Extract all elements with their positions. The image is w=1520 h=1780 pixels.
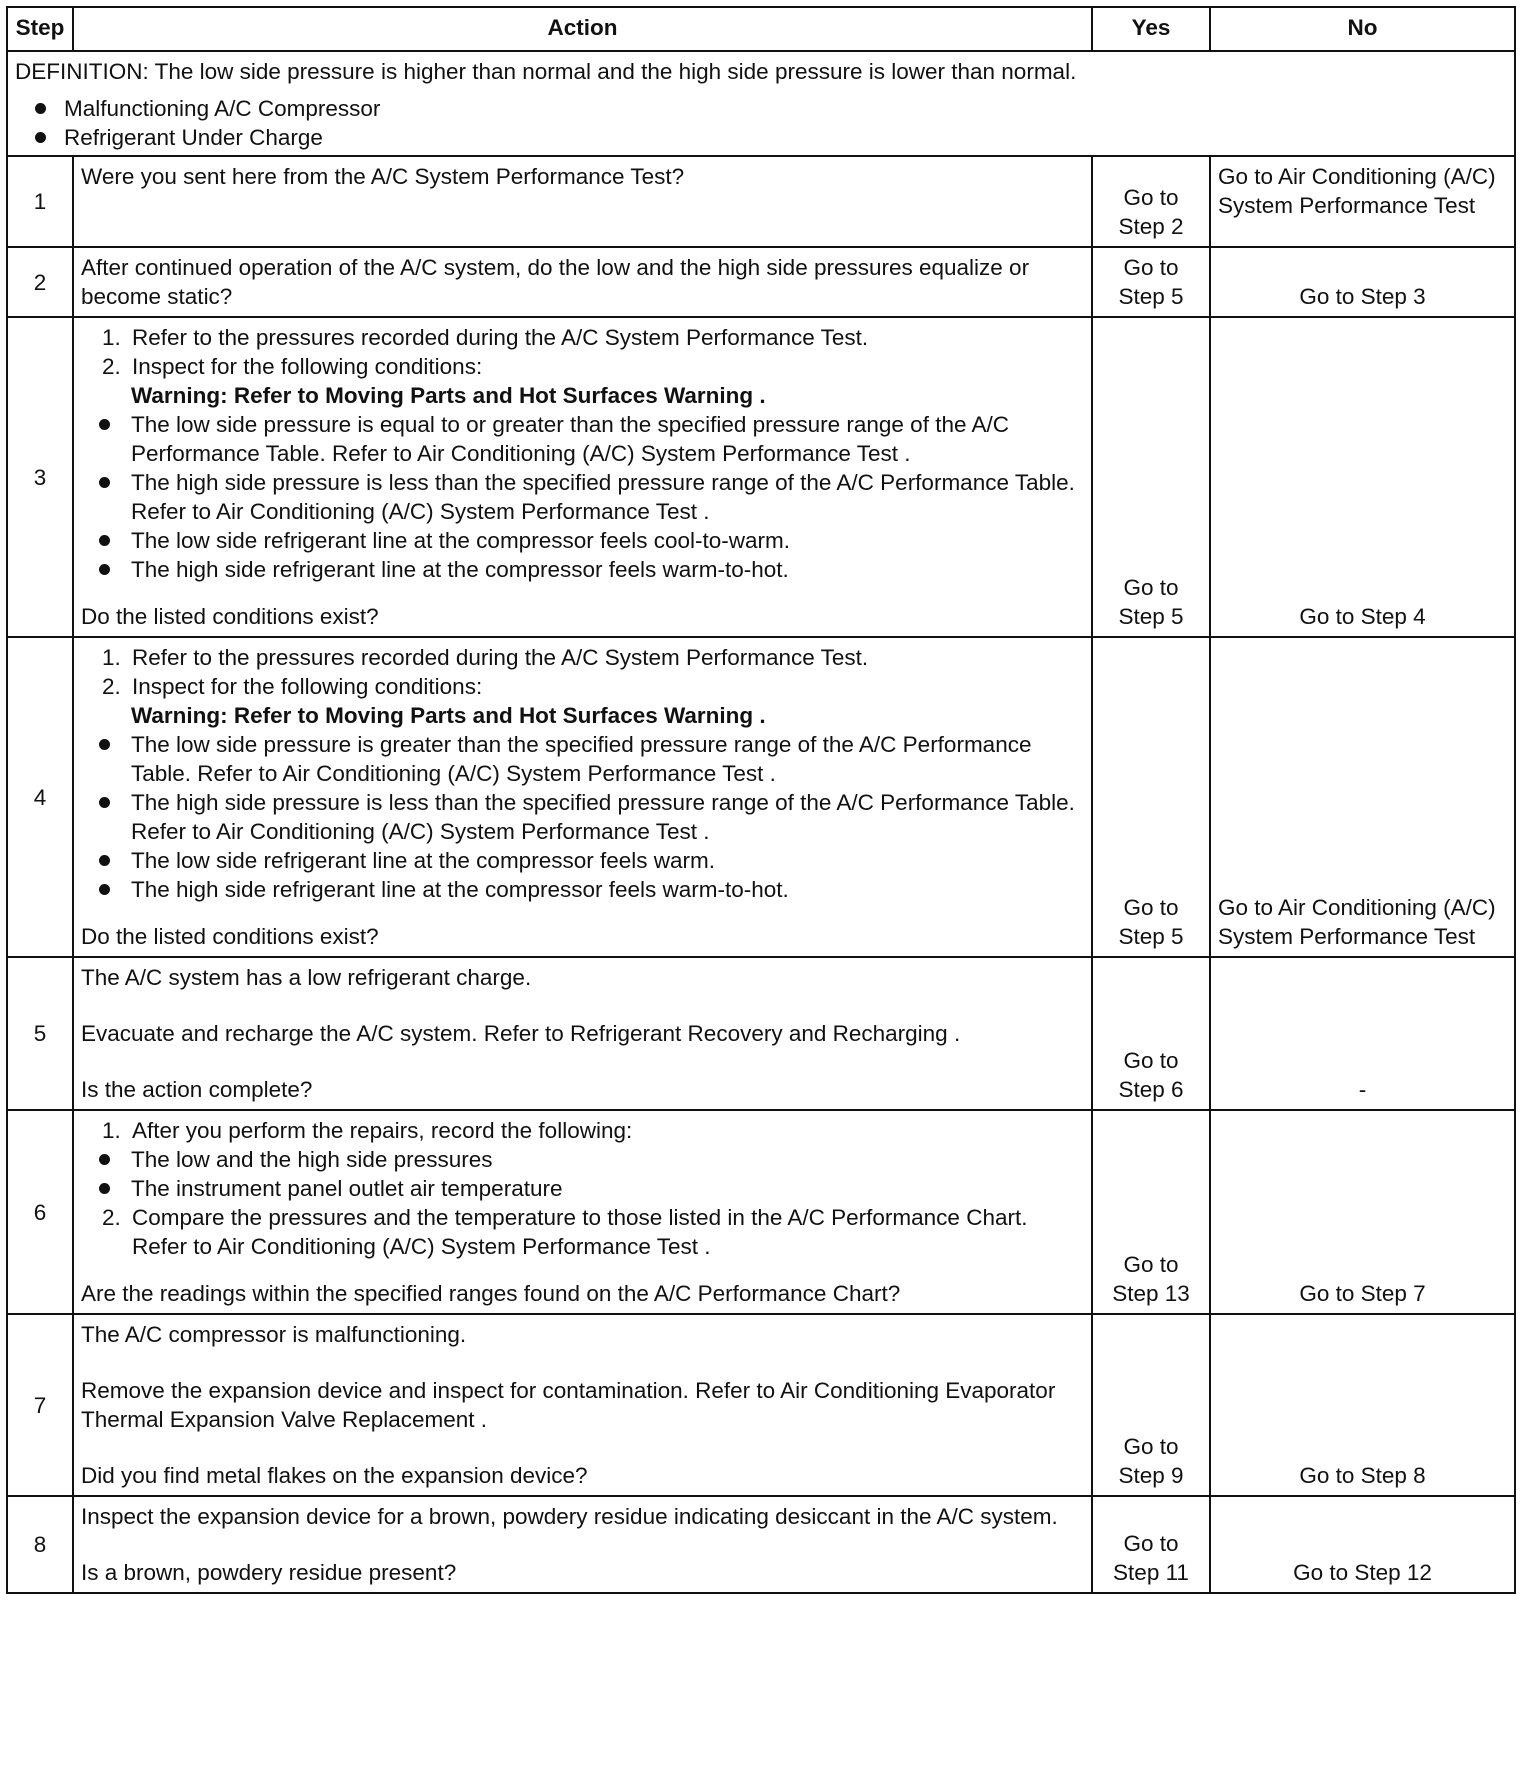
step-row-6 xyxy=(7,1110,1515,1314)
yes-result: Go to Step 5 xyxy=(1092,637,1210,957)
procedure-item: 2. Inspect for the following conditions: xyxy=(102,354,483,379)
header-no: No xyxy=(1210,7,1515,51)
no-result: Go to Step 12 xyxy=(1210,1496,1515,1593)
step-number: 6 xyxy=(7,1110,73,1314)
definition-text: DEFINITION: The low side pressure is higher than normal and the high side pressure is lower than normal. xyxy=(15,59,1077,84)
step-action xyxy=(73,637,1092,957)
definition-bullet: Refrigerant Under Charge xyxy=(27,123,1507,152)
no-result: Go to Step 3 xyxy=(1210,247,1515,317)
condition-list xyxy=(81,410,1084,584)
step-question: Is a brown, powdery residue present? xyxy=(81,1560,457,1585)
no-result: - xyxy=(1210,957,1515,1110)
condition-item: The low side refrigerant line at the compressor feels warm. xyxy=(131,846,1084,875)
step-row-1 xyxy=(7,156,1515,247)
warning-text: Warning: Refer to Moving Parts and Hot Surfaces Warning . xyxy=(131,383,766,408)
step-question: Do the listed conditions exist? xyxy=(81,924,379,949)
yes-result: Go to Step 6 xyxy=(1092,957,1210,1110)
step-question: Did you find metal flakes on the expansion device? xyxy=(81,1463,588,1488)
procedure-item: 2. Compare the pressures and the temperature to those listed in the A/C Performance Chart. Refer to Air Conditioning (A/C) System Performance Test . xyxy=(102,1205,1028,1259)
step-action: Were you sent here from the A/C System Performance Test? xyxy=(73,156,1092,247)
condition-item: The high side refrigerant line at the compressor feels warm-to-hot. xyxy=(131,875,1084,904)
condition-item: The high side refrigerant line at the compressor feels warm-to-hot. xyxy=(131,555,1084,584)
definition-row xyxy=(7,51,1515,156)
procedure-item: 1. Refer to the pressures recorded during the A/C System Performance Test. xyxy=(102,645,869,670)
header-step: Step xyxy=(7,7,73,51)
step-row-3 xyxy=(7,317,1515,637)
step-number: 3 xyxy=(7,317,73,637)
condition-item: The low side pressure is greater than the specified pressure range of the A/C Performance Table. Refer to Air Conditioning (A/C) System Performance Test . xyxy=(131,730,1084,788)
definition-cell xyxy=(7,51,1515,156)
step-statement: The A/C system has a low refrigerant charge. xyxy=(81,965,532,990)
step-instruction: Remove the expansion device and inspect for contamination. Refer to Air Conditioning Evaporator Thermal Expansion Valve Replacement . xyxy=(81,1378,1056,1432)
condition-item: The low side pressure is equal to or greater than the specified pressure range of the A/C Performance Table. Refer to Air Conditioning (A/C) System Performance Test . xyxy=(131,410,1084,468)
step-row-8 xyxy=(7,1496,1515,1593)
step-action xyxy=(73,317,1092,637)
step-number: 5 xyxy=(7,957,73,1110)
step-statement: The A/C compressor is malfunctioning. xyxy=(81,1322,467,1347)
step-action xyxy=(73,1110,1092,1314)
step-instruction: Evacuate and recharge the A/C system. Refer to Refrigerant Recovery and Recharging . xyxy=(81,1021,961,1046)
definition-bullet: Malfunctioning A/C Compressor xyxy=(27,94,1507,123)
yes-result: Go to Step 13 xyxy=(1092,1110,1210,1314)
procedure-item: 1. After you perform the repairs, record the following: xyxy=(102,1118,633,1143)
procedure-item: 2. Inspect for the following conditions: xyxy=(102,674,483,699)
header-yes: Yes xyxy=(1092,7,1210,51)
condition-item: The high side pressure is less than the specified pressure range of the A/C Performance Table. Refer to Air Conditioning (A/C) System Performance Test . xyxy=(131,788,1084,846)
step-number: 7 xyxy=(7,1314,73,1496)
procedure-list xyxy=(81,323,1084,381)
no-result: Go to Air Conditioning (A/C) System Performance Test xyxy=(1210,637,1515,957)
yes-result: Go to Step 11 xyxy=(1092,1496,1210,1593)
condition-list xyxy=(81,730,1084,904)
diagnostic-table xyxy=(6,6,1516,1594)
warning-text: Warning: Refer to Moving Parts and Hot Surfaces Warning . xyxy=(131,703,766,728)
step-row-2 xyxy=(7,247,1515,317)
procedure-item: 1. Refer to the pressures recorded during the A/C System Performance Test. xyxy=(102,325,869,350)
header-row xyxy=(7,7,1515,51)
step-question: Is the action complete? xyxy=(81,1077,313,1102)
step-row-4 xyxy=(7,637,1515,957)
procedure-list xyxy=(81,1116,1084,1145)
step-action: After continued operation of the A/C system, do the low and the high side pressures equalize or become static? xyxy=(73,247,1092,317)
step-row-5 xyxy=(7,957,1515,1110)
no-result: Go to Step 4 xyxy=(1210,317,1515,637)
procedure-list xyxy=(81,643,1084,701)
header-action: Action xyxy=(73,7,1092,51)
step-action xyxy=(73,1314,1092,1496)
step-number: 2 xyxy=(7,247,73,317)
no-result: Go to Step 7 xyxy=(1210,1110,1515,1314)
step-number: 4 xyxy=(7,637,73,957)
procedure-list xyxy=(81,1203,1084,1261)
no-result: Go to Air Conditioning (A/C) System Performance Test xyxy=(1210,156,1515,247)
yes-result: Go to Step 5 xyxy=(1092,247,1210,317)
record-item: The instrument panel outlet air temperature xyxy=(131,1174,1084,1203)
record-list xyxy=(81,1145,1084,1203)
record-item: The low and the high side pressures xyxy=(131,1145,1084,1174)
step-instruction: Inspect the expansion device for a brown, powdery residue indicating desiccant in the A/C system. xyxy=(81,1504,1058,1529)
yes-result: Go to Step 2 xyxy=(1092,156,1210,247)
step-question: Do the listed conditions exist? xyxy=(81,604,379,629)
step-number: 1 xyxy=(7,156,73,247)
step-action xyxy=(73,957,1092,1110)
step-action xyxy=(73,1496,1092,1593)
step-number: 8 xyxy=(7,1496,73,1593)
step-question: Are the readings within the specified ranges found on the A/C Performance Chart? xyxy=(81,1281,901,1306)
step-row-7 xyxy=(7,1314,1515,1496)
no-result: Go to Step 8 xyxy=(1210,1314,1515,1496)
condition-item: The high side pressure is less than the specified pressure range of the A/C Performance Table. Refer to Air Conditioning (A/C) System Performance Test . xyxy=(131,468,1084,526)
yes-result: Go to Step 5 xyxy=(1092,317,1210,637)
yes-result: Go to Step 9 xyxy=(1092,1314,1210,1496)
condition-item: The low side refrigerant line at the compressor feels cool-to-warm. xyxy=(131,526,1084,555)
definition-bullets xyxy=(15,94,1507,152)
